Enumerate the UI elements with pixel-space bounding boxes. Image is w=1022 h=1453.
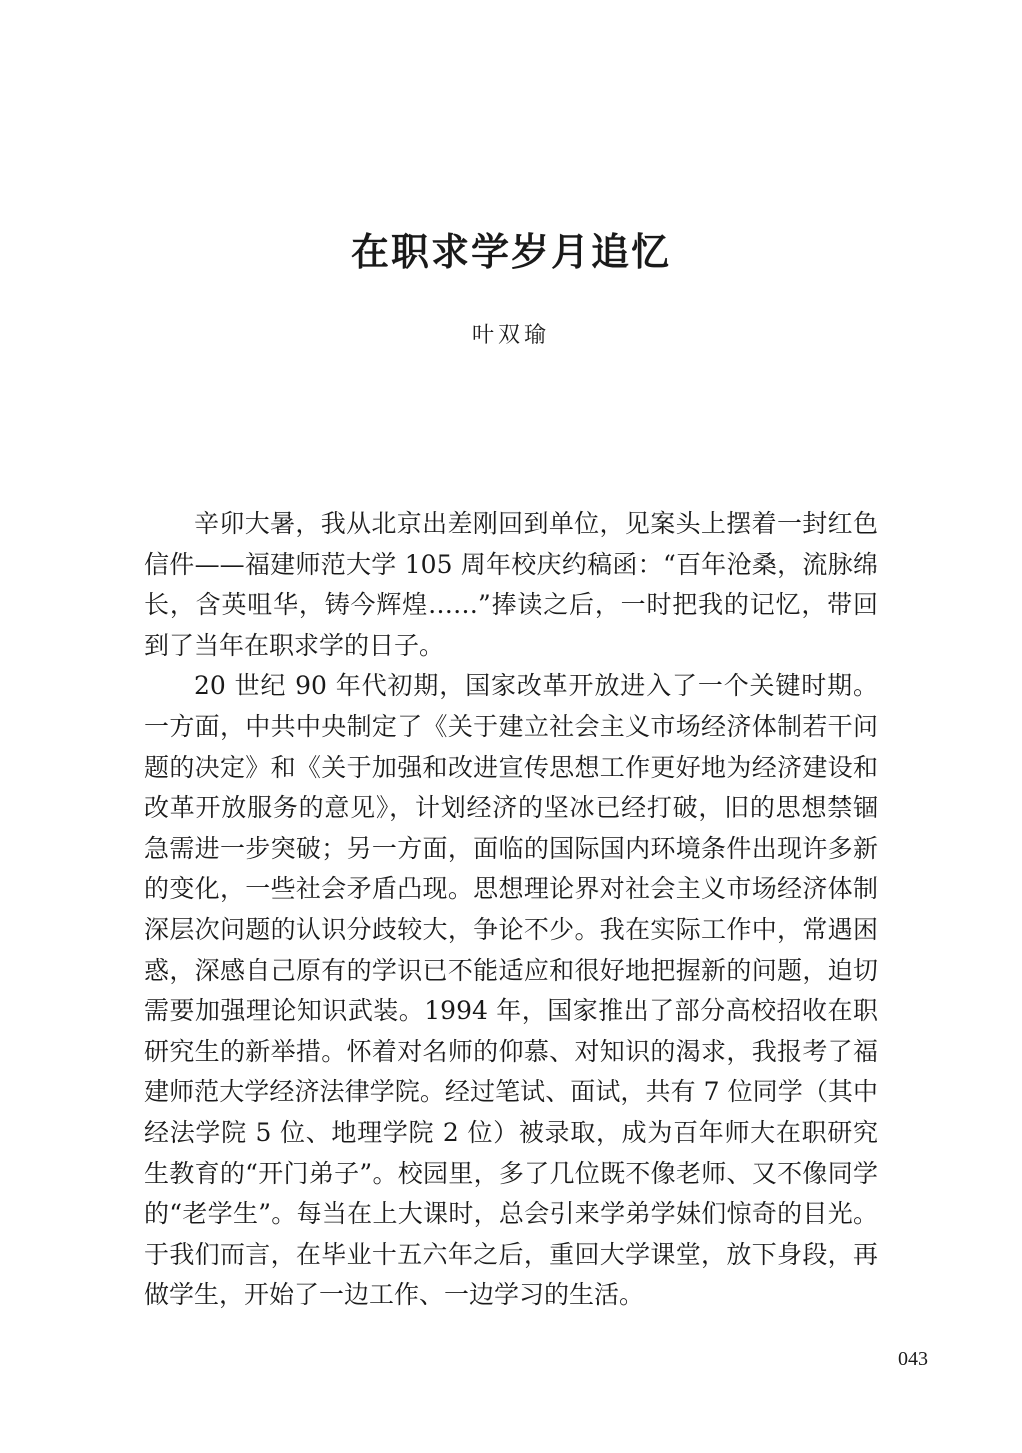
paragraph-2: 20 世纪 90 年代初期，国家改革开放进入了一个关键时期。一方面，中共中央制定了《关于建立社会主义市场经济体制若干问题的决定》和《关于加强和改进宣传思想工作更好地为经济建设和改革开放服务的意见》，计划经济的坚冰已经打破，旧的思想禁锢急需进一步突破；另一方面，面临的国际国内环境条件出现许多新的变化，一些社会矛盾凸现。思想理论界对社会主义市场经济体制深层次问题的认识分歧较大，争论不少。我在实际工作中，常遇困惑，深感自己原有的学识已不能适应和很好地把握新的问题，迫切需要加强理论知识武装。1994 年，国家推出了部分高校招收在职研究生的新举措。怀着对名师的仰慕、对知识的渴求，我报考了福建师范大学经济法律学院。经过笔试、面试，共有 7 位同学（其中经法学院 5 位、地理学院 2 位）被录取，成为百年师大在职研究生教育的“开门弟子”。校园里，多了几位既不像老师、又不像同学的“老学生”。每当在上大课时，总会引来学弟学妹们惊奇的目光。于我们而言，在毕业十五六年之后，重回大学课堂，放下身段，再做学生，开始了一边工作、一边学习的生活。 bbox=[144, 671, 878, 1310]
article-title: 在职求学岁月追忆 bbox=[350, 229, 671, 274]
article-body bbox=[144, 504, 878, 1316]
paragraph-1: 辛卯大暑，我从北京出差刚回到单位，见案头上摆着一封红色信件——福建师范大学 105 周年校庆约稿函：“百年沧桑，流脉绵长，含英咀华，铸今辉煌……”捧读之后，一时把我的记忆，带回到了当年在职求学的日子。 bbox=[144, 509, 878, 660]
article-author: 叶双瑜 bbox=[471, 323, 550, 348]
page-number: 043 bbox=[898, 1348, 928, 1370]
